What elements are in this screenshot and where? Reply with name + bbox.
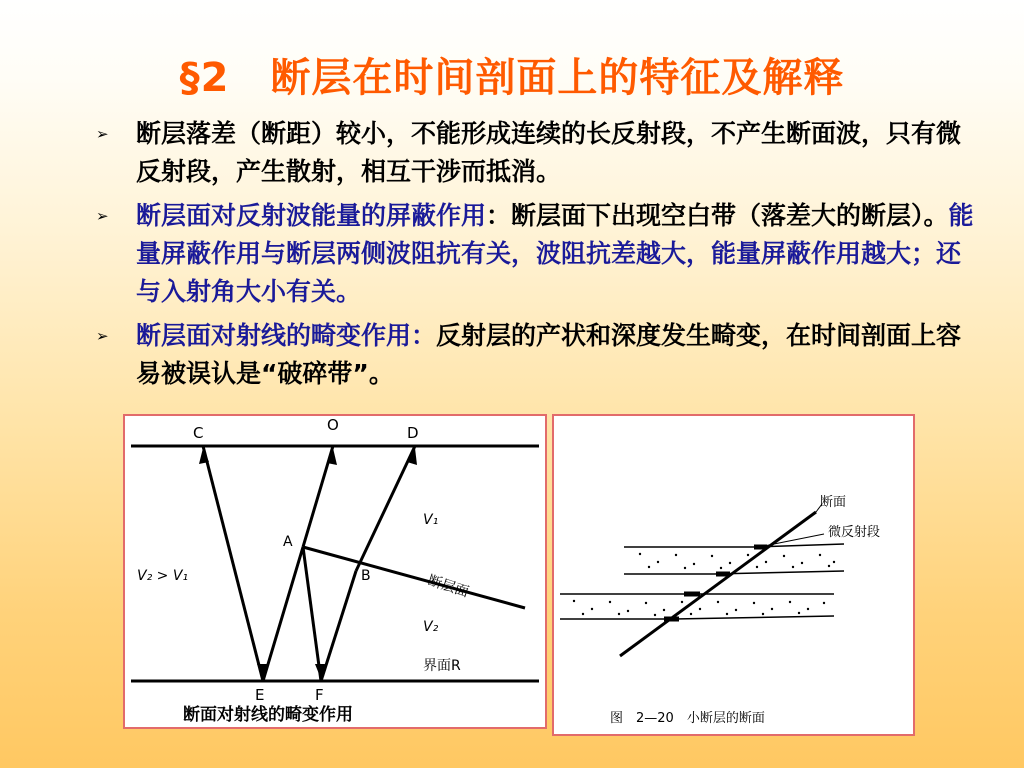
label-d: D (407, 424, 419, 442)
ray-f-b (321, 571, 356, 681)
label-v1: V₁ (423, 512, 439, 528)
label-interface-r: 界面R (423, 658, 461, 674)
ray-paths (203, 446, 415, 681)
fault-plane-line (303, 547, 525, 608)
label-b: B (361, 568, 371, 584)
bullet-text-segment: 断层落差（断距）较小，不能形成连续的长反射段，不产生断面波，只有微反射段，产生散射，相互干涉而抵消。 (136, 119, 962, 186)
label-c: C (193, 424, 204, 442)
bullet-text-segment: 断层面对反射波能量的屏蔽作用 (136, 201, 487, 230)
small-fault-figure (552, 414, 915, 736)
arrowhead-c (199, 448, 209, 464)
label-micro-reflection: 微反射段 (828, 525, 881, 540)
ray-distortion-diagram (125, 416, 545, 727)
page-title: §2 断层在时间剖面上的特征及解释 (179, 55, 845, 101)
upper-layer-dots (639, 553, 835, 569)
label-o: O (327, 416, 339, 434)
label-e: E (255, 686, 265, 704)
bullet-text-segment: 断层面对射线的畸变作用： (136, 321, 437, 350)
bullet-item (96, 115, 976, 191)
bullet-arrow-icon: ➢ (96, 207, 109, 225)
upper-layer (624, 544, 844, 574)
label-a: A (283, 534, 293, 550)
bullet-item (96, 197, 976, 311)
ray-b-d (356, 446, 415, 571)
label-f: F (315, 686, 324, 704)
bullet-text-segment: 能量屏蔽作用与断层两侧波阻抗有关，波阻抗差越大，能量屏蔽作用越大；还与入射角大小有关。 (136, 201, 974, 306)
bullet-item (96, 317, 976, 393)
bullet-arrow-icon: ➢ (96, 125, 109, 143)
leader-micro (764, 534, 824, 546)
label-v2: V₂ (423, 619, 439, 635)
label-fault: 断面 (820, 495, 847, 510)
ray-e-a (263, 547, 303, 681)
lower-layer-dots (573, 600, 825, 616)
ray-c-e (203, 446, 263, 681)
lower-layer-bottom-right (674, 616, 834, 619)
bullet-list (96, 115, 976, 399)
bullet-arrow-icon: ➢ (96, 327, 109, 345)
label-fault-plane: 断层面 (425, 572, 471, 601)
ray-a-f (303, 547, 321, 681)
small-fault-diagram (554, 416, 913, 734)
figure-left-caption: 断面对射线的畸变作用 (183, 705, 353, 725)
fault-line (620, 512, 816, 656)
bullet-text-segment: ：断层面下出现空白带（落差大的断层）。 (486, 201, 949, 230)
velocity-relation: V₂ > V₁ (137, 568, 189, 584)
ray-distortion-figure (123, 414, 547, 729)
bullet-text-segment: 反射层的产状和深度发生畸变，在时间剖面上容易被误认是“破碎带”。 (136, 321, 962, 388)
figure-right-caption: 图 2—20 小断层的断面 (610, 711, 765, 726)
